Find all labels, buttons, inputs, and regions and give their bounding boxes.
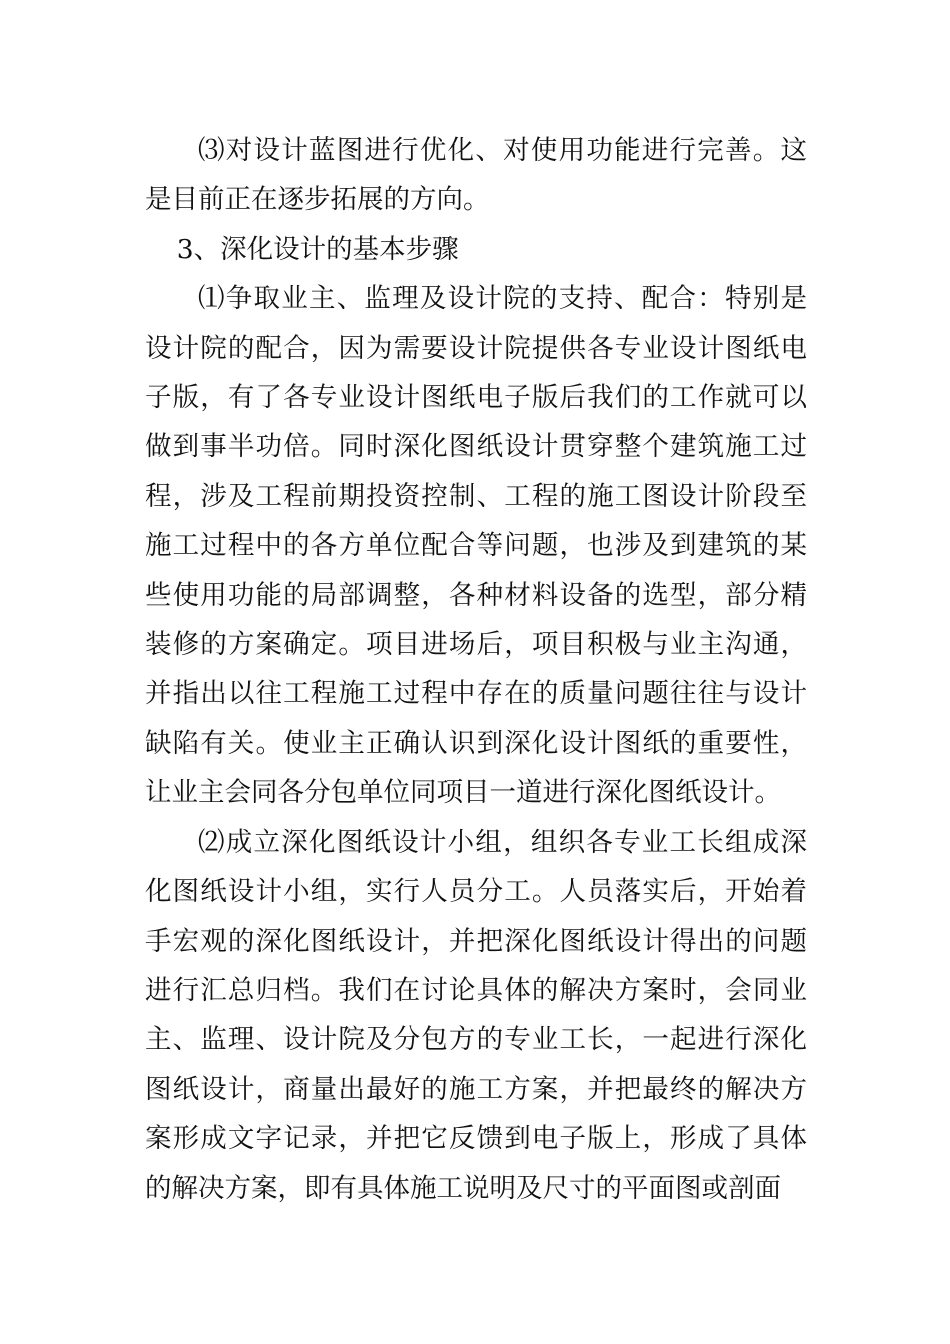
paragraph-step-2: ⑵成立深化图纸设计小组，组织各专业工长组成深化图纸设计小组，实行人员分工。人员落实后，开始着手宏观的深化图纸设计，并把深化图纸设计得出的问题进行汇总归档。我们在讨论具体的解决方案时，会同业主、监理、设计院及分包方的专业工长，一起进行深化图纸设计，商量出最好的施工方案，并把最终的解决方案形成文字记录，并把它反馈到电子版上，形成了具体的解决方案，即有具体施工说明及尺寸的平面图或剖面 xyxy=(145,826,807,1204)
section-heading-basic-steps: 3、深化设计的基本步骤 xyxy=(176,233,459,265)
paragraph-step-1: ⑴争取业主、监理及设计院的支持、配合：特别是设计院的配合，因为需要设计院提供各专业设计图纸电子版，有了各专业设计图纸电子版后我们的工作就可以做到事半功倍。同时深化图纸设计贯穿整个建筑施工过程，涉及工程前期投资控制、工程的施工图设计阶段至施工过程中的各方单位配合等问题，也涉及到建筑的某些使用功能的局部调整，各种材料设备的选型，部分精装修的方案确定。项目进场后，项目积极与业主沟通，并指出以往工程施工过程中存在的质量问题往往与设计缺陷有关。使业主正确认识到深化设计图纸的重要性，让业主会同各分包单位同项目一道进行深化图纸设计。 xyxy=(145,283,807,809)
document-body xyxy=(145,126,807,1213)
paragraph-optimization: ⑶对设计蓝图进行优化、对使用功能进行完善。这是目前正在逐步拓展的方向。 xyxy=(145,135,807,216)
